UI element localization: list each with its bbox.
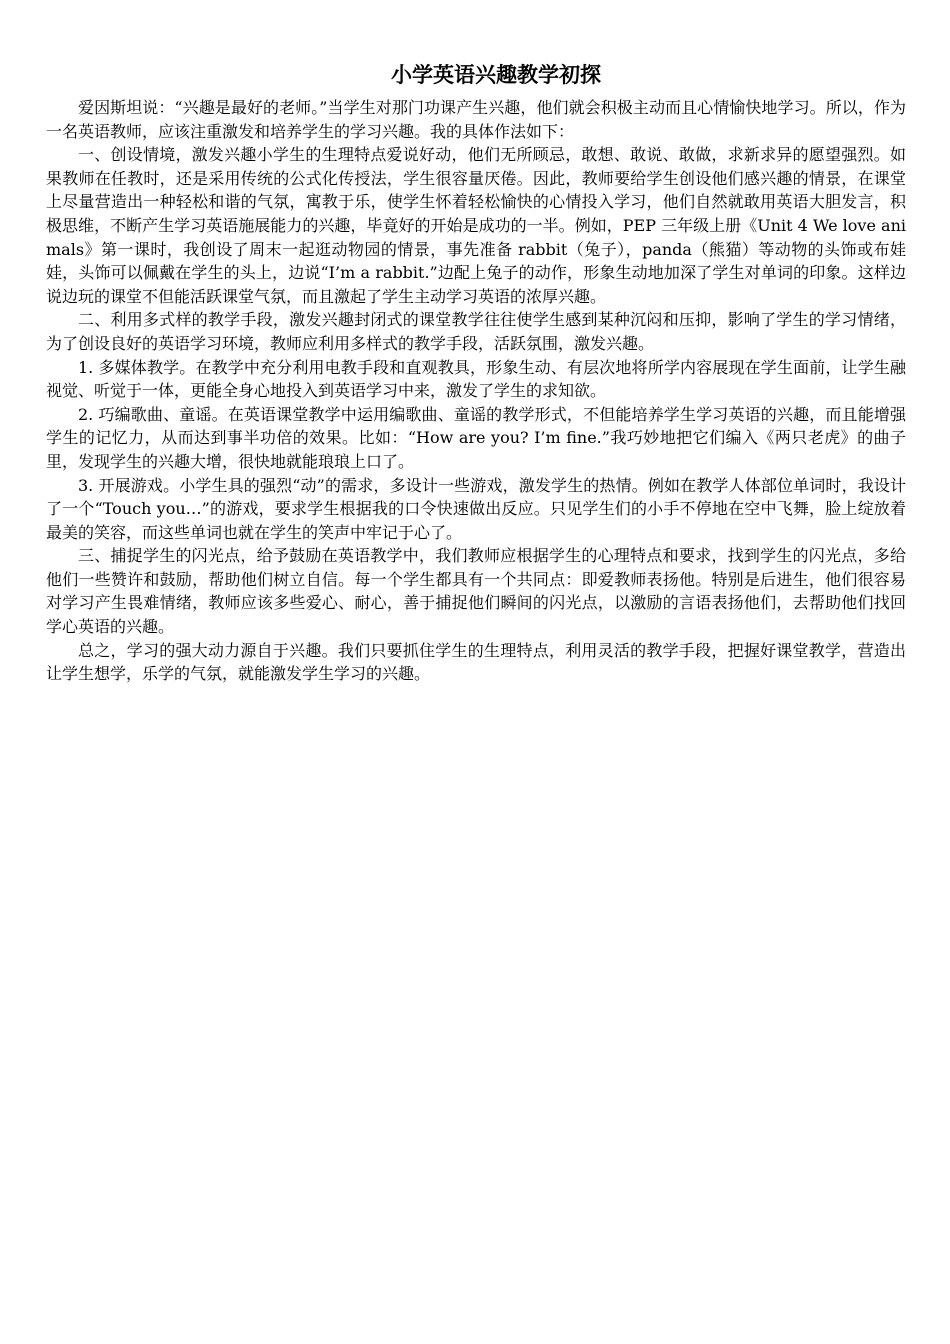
document-title: 小学英语兴趣教学初探 bbox=[391, 62, 601, 87]
paragraph-section-1: 一、创设情境，激发兴趣小学生的生理特点爱说好动，他们无所顾忌，敢想、敢说、敢做，求新求异的愿望强烈。如果教师在任教时，还是采用传统的公式化传授法，学生很容量厌倦。因此，教师要给学生创设他们感兴趣的情景，在课堂上尽量营造出一种轻松和谐的气氛，寓教于乐，使学生怀着轻松愉快的心情投入学习，他们自然就敢用英语大胆发言，积极思维，不断产生学习英语施展能力的兴趣，毕竟好的开始是成功的一半。例如，PEP 三年级上册《Unit 4 We love animals》第一课时，我创设了周末一起逛动物园的情景，事先准备 rabbit（兔子），panda（熊猫）等动物的头饰或布娃娃，头饰可以佩戴在学生的头上，边说“I’m a rabbit.”边配上兔子的动作，形象生动地加深了学生对单词的印象。这样边说边玩的课堂不但能活跃课堂气氛，而且激起了学生主动学习英语的浓厚兴趣。 bbox=[46, 145, 906, 306]
paragraph-item-3: 3. 开展游戏。小学生具的强烈“动”的需求，多设计一些游戏，激发学生的热情。例如在教学人体部位单词时，我设计了一个“Touch you…”的游戏，要求学生根据我的口令快速做出反应。只见学生们的小手不停地在空中飞舞，脸上绽放着最美的笑容，而这些单词也就在学生的笑声中牢记于心了。 bbox=[46, 475, 906, 542]
paragraph-item-1: 1. 多媒体教学。在教学中充分利用电教手段和直观教具，形象生动、有层次地将所学内容展现在学生面前，让学生融视觉、听觉于一体，更能全身心地投入到英语学习中来，激发了学生的求知欲。 bbox=[46, 357, 906, 401]
document-page bbox=[46, 60, 906, 686]
paragraph-item-2: 2. 巧编歌曲、童谣。在英语课堂教学中运用编歌曲、童谣的教学形式，不但能培养学生学习英语的兴趣，而且能增强学生的记忆力，从而达到事半功倍的效果。比如：“How are you? I’m fine.”我巧妙地把它们编入《两只老虎》的曲子里，发现学生的兴趣大增，很快地就能琅琅上口了。 bbox=[46, 404, 906, 471]
paragraph-section-2: 二、利用多式样的教学手段，激发兴趣封闭式的课堂教学往往使学生感到某种沉闷和压抑，影响了学生的学习情绪，为了创设良好的英语学习环境，教师应利用多样式的教学手段，活跃氛围，激发兴趣。 bbox=[46, 310, 906, 353]
paragraph-intro: 爱因斯坦说：“兴趣是最好的老师。”当学生对那门功课产生兴趣，他们就会积极主动而且心情愉快地学习。所以，作为一名英语教师，应该注重激发和培养学生的学习兴趣。我的具体作法如下： bbox=[46, 98, 906, 141]
paragraph-conclusion: 总之，学习的强大动力源自于兴趣。我们只要抓住学生的生理特点，利用灵活的教学手段，把握好课堂教学，营造出让学生想学，乐学的气氛，就能激发学生学习的兴趣。 bbox=[46, 640, 906, 684]
paragraph-section-3: 三、捕捉学生的闪光点，给予鼓励在英语教学中，我们教师应根据学生的心理特点和要求，找到学生的闪光点，多给他们一些赞许和鼓励，帮助他们树立自信。每一个学生都具有一个共同点：即爱教师表扬他。特别是后进生，他们很容易对学习产生畏难情绪，教师应该多些爱心、耐心，善于捕捉他们瞬间的闪光点，以激励的言语表扬他们，去帮助他们找回学心英语的兴趣。 bbox=[46, 546, 906, 637]
